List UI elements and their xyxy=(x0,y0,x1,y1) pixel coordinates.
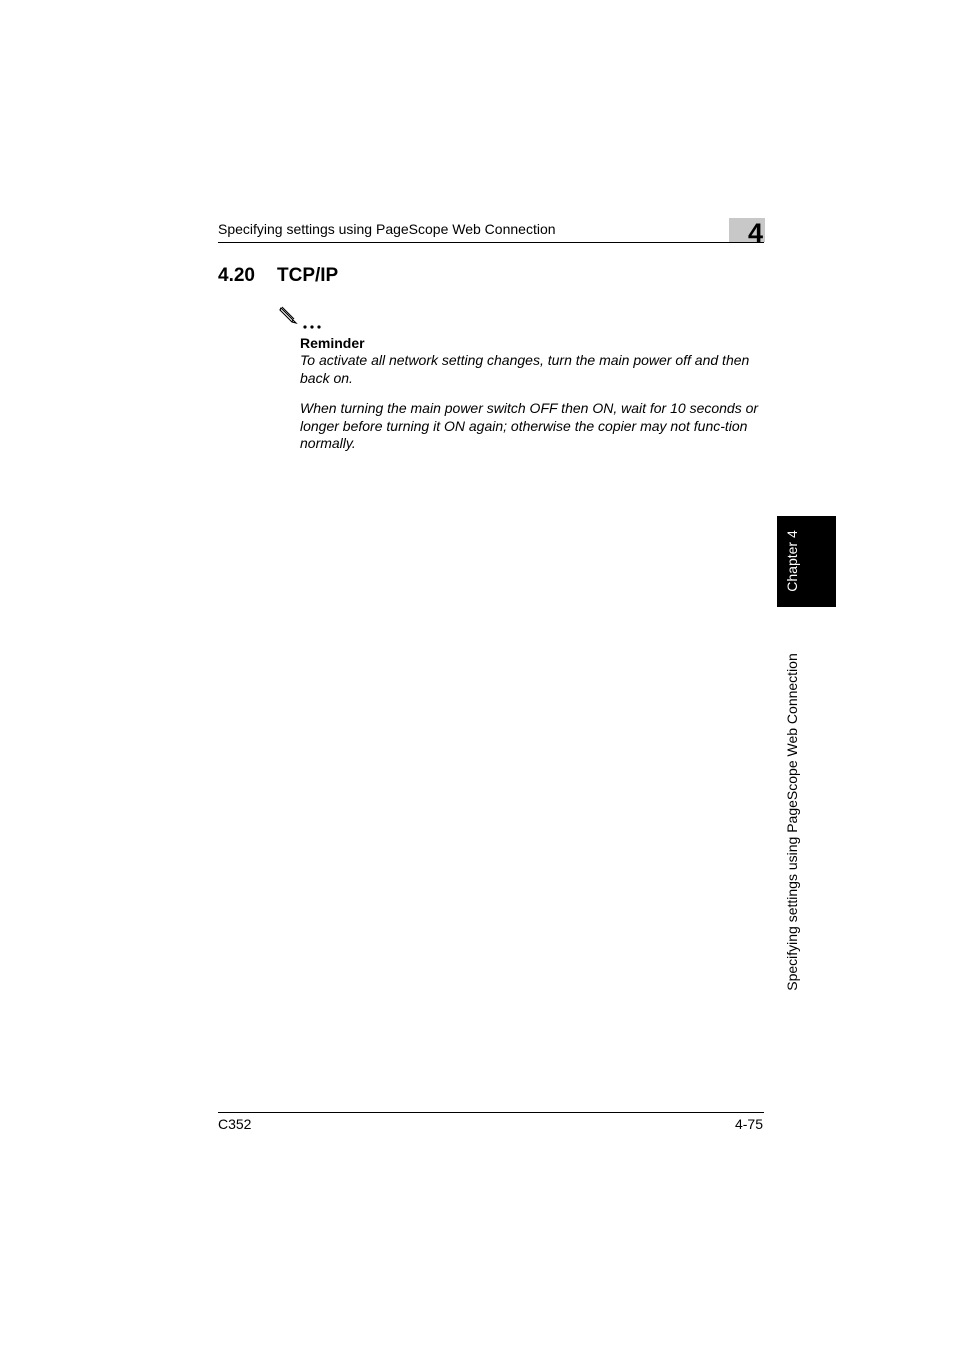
footer-model: C352 xyxy=(218,1116,252,1132)
section-number: 4.20 xyxy=(218,265,255,286)
side-running-title: Specifying settings using PageScope Web Connection xyxy=(784,653,800,991)
reminder-paragraph-1: To activate all network setting changes, turn the main power off and then back on. xyxy=(300,352,750,386)
header-divider xyxy=(218,242,764,243)
footer-divider xyxy=(218,1112,764,1113)
chapter-number-box xyxy=(729,218,765,242)
footer-page-number: 4-75 xyxy=(734,1116,763,1132)
pencil-note-icon xyxy=(278,305,326,331)
running-header: Specifying settings using PageScope Web Connection xyxy=(218,221,556,237)
section-heading xyxy=(218,264,338,288)
chapter-number: 4 xyxy=(747,218,763,242)
section-title: TCP/IP xyxy=(277,265,339,286)
reminder-label: Reminder xyxy=(300,335,365,351)
chapter-side-tab-label: Chapter 4 xyxy=(784,530,800,592)
reminder-paragraph-2: When turning the main power switch OFF then ON, wait for 10 seconds or longer before turning it ON again; otherwise the copier may not func-tion normally. xyxy=(300,400,759,451)
